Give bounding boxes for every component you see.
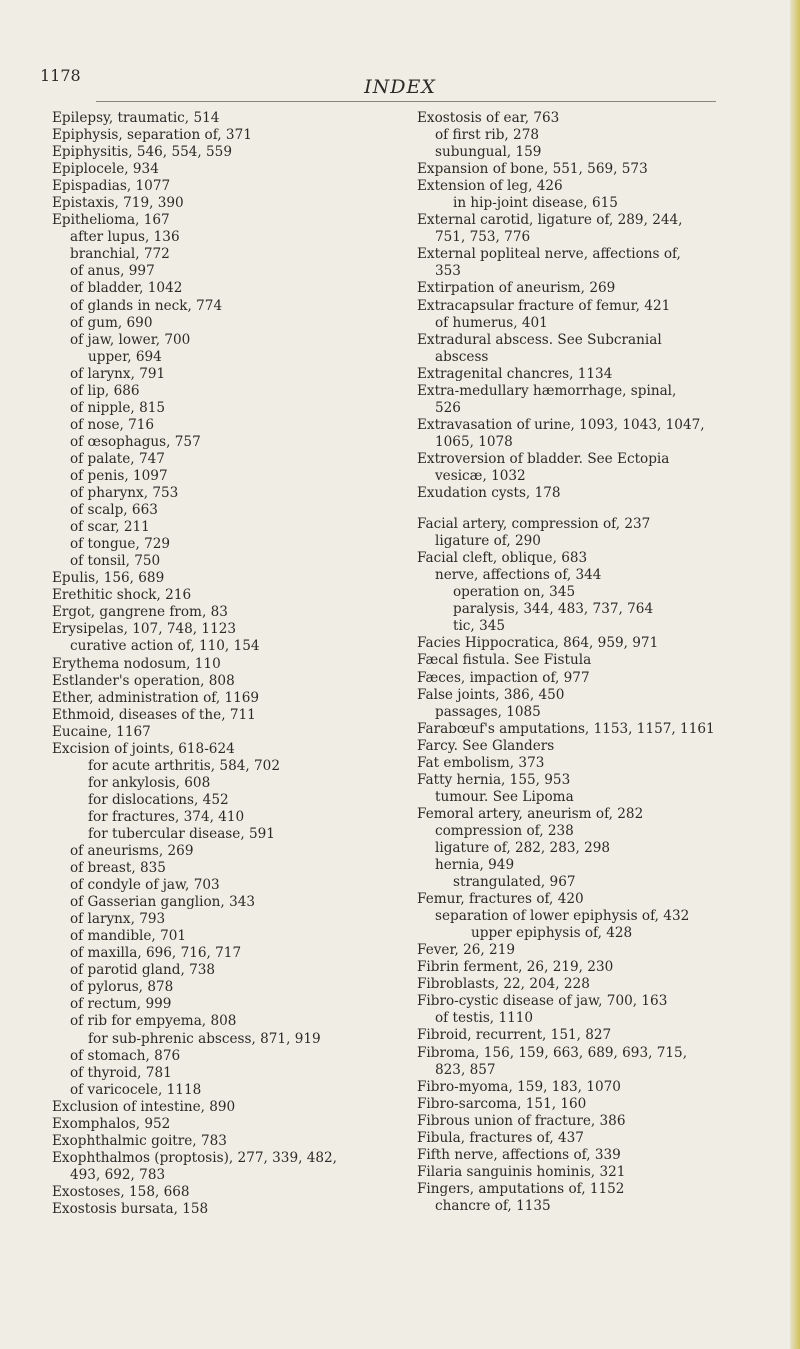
index-subentry: of testis, 1110 (435, 1010, 534, 1027)
index-subentry: passages, 1085 (435, 703, 541, 720)
index-entry: Fibro-sarcoma, 151, 160 (417, 1095, 587, 1112)
index-entry: Epiphysitis, 546, 554, 559 (52, 144, 232, 161)
index-subentry: after lupus, 136 (70, 229, 180, 246)
index-subentry: hernia, 949 (435, 857, 515, 874)
index-subentry: of jaw, lower, 700 (70, 331, 191, 348)
index-entry: Excision of joints, 618-624 (52, 740, 235, 757)
index-entry: Expansion of bone, 551, 569, 573 (417, 161, 648, 178)
index-subentry: separation of lower epiphysis of, 432 (435, 908, 690, 925)
index-subentry: of scar, 211 (70, 519, 150, 536)
index-subentry: for tubercular disease, 591 (88, 825, 275, 842)
index-subentry: of aneurisms, 269 (70, 843, 194, 860)
index-entry: Exclusion of intestine, 890 (52, 1098, 236, 1115)
index-subentry: of stomach, 876 (70, 1047, 181, 1064)
index-entry: Exostoses, 158, 668 (52, 1183, 190, 1200)
index-subentry: of pharynx, 753 (70, 485, 179, 502)
index-entry: Exostosis of ear, 763 (417, 110, 560, 126)
index-entry: Fibroblasts, 22, 204, 228 (417, 976, 590, 993)
section-gap (417, 502, 787, 516)
index-entry: False joints, 386, 450 (417, 686, 565, 703)
index-subentry: of scalp, 663 (70, 502, 158, 519)
index-entry: Extroversion of bladder. See Ectopia (417, 450, 670, 467)
index-subentry: of maxilla, 696, 716, 717 (70, 945, 242, 962)
index-subentry: of larynx, 791 (70, 365, 166, 382)
index-subentry: of pylorus, 878 (70, 979, 174, 996)
index-entry: Extracapsular fracture of femur, 421 (417, 297, 671, 314)
index-entry: Ergot, gangrene from, 83 (52, 604, 228, 621)
index-column-right (417, 110, 787, 1215)
index-entry: Ethmoid, diseases of the, 711 (52, 706, 256, 723)
index-entry: Fatty hernia, 155, 953 (417, 771, 571, 788)
index-entry: Farabœuf's amputations, 1153, 1157, 1161 (417, 720, 715, 737)
index-subentry: branchial, 772 (70, 246, 170, 263)
index-entry: Eucaine, 1167 (52, 723, 151, 740)
page-edge (790, 0, 800, 1349)
index-entry: External carotid, ligature of, 289, 244, (417, 212, 683, 229)
index-entry: Farcy. See Glanders (417, 737, 555, 754)
index-subentry: for sub-phrenic abscess, 871, 919 (88, 1030, 321, 1047)
index-entry: Estlander's operation, 808 (52, 672, 235, 689)
index-subentry: ligature of, 282, 283, 298 (435, 839, 611, 856)
index-entry: Fæces, impaction of, 977 (417, 669, 590, 686)
index-subentry: of first rib, 278 (435, 127, 539, 144)
index-entry: Erethitic shock, 216 (52, 587, 192, 604)
index-subentry: of parotid gland, 738 (70, 962, 216, 979)
index-entry: Facies Hippocratica, 864, 959, 971 (417, 635, 659, 652)
index-subentry: of tongue, 729 (70, 536, 171, 553)
index-subentry: 493, 692, 783 (70, 1166, 166, 1183)
index-entry: Fibro-cystic disease of jaw, 700, 163 (417, 993, 668, 1010)
index-subentry: of condyle of jaw, 703 (70, 877, 220, 894)
index-entry: Fifth nerve, affections of, 339 (417, 1146, 621, 1163)
index-subentry: chancre of, 1135 (435, 1197, 551, 1214)
index-subentry: of bladder, 1042 (70, 280, 183, 297)
index-entry: Extra-medullary hæmorrhage, spinal, (417, 382, 677, 399)
index-subentry: of mandible, 701 (70, 928, 187, 945)
index-column-left (52, 110, 402, 1218)
index-subentry: 751, 753, 776 (435, 229, 531, 246)
index-subentry: tumour. See Lipoma (435, 788, 574, 805)
running-head-title: INDEX (364, 76, 436, 98)
index-subentry: curative action of, 110, 154 (70, 638, 260, 655)
index-entry: Epispadias, 1077 (52, 178, 171, 195)
index-entry: Epilepsy, traumatic, 514 (52, 110, 220, 126)
index-subentry: for acute arthritis, 584, 702 (88, 757, 280, 774)
index-entry: Fingers, amputations of, 1152 (417, 1180, 625, 1197)
header-rule (96, 101, 716, 102)
index-subentry: of varicocele, 1118 (70, 1081, 202, 1098)
index-entry: Fibrous union of fracture, 386 (417, 1112, 626, 1129)
index-subentry: of palate, 747 (70, 450, 165, 467)
index-subentry: nerve, affections of, 344 (435, 567, 602, 584)
index-entry: Extragenital chancres, 1134 (417, 365, 613, 382)
index-entry: Erythema nodosum, 110 (52, 655, 221, 672)
index-entry: Extradural abscess. See Subcranial (417, 331, 662, 348)
index-subentry: of penis, 1097 (70, 467, 168, 484)
index-entry: Epithelioma, 167 (52, 212, 170, 229)
index-entry: Exophthalmos (proptosis), 277, 339, 482, (52, 1149, 337, 1166)
index-entry: Femoral artery, aneurism of, 282 (417, 805, 644, 822)
index-entry: Extirpation of aneurism, 269 (417, 280, 616, 297)
index-subentry: compression of, 238 (435, 822, 574, 839)
index-subentry: operation on, 345 (453, 584, 576, 601)
index-entry: Fever, 26, 219 (417, 942, 515, 959)
index-subentry: strangulated, 967 (453, 874, 576, 891)
index-subentry: tic, 345 (453, 618, 506, 635)
index-entry: Epiplocele, 934 (52, 161, 159, 178)
index-entry: Exostosis bursata, 158 (52, 1201, 209, 1217)
index-subentry: paralysis, 344, 483, 737, 764 (453, 601, 654, 618)
index-entry: Exophthalmic goitre, 783 (52, 1132, 227, 1149)
index-entry: Epistaxis, 719, 390 (52, 195, 184, 212)
index-entry: Facial artery, compression of, 237 (417, 516, 651, 533)
index-subentry: 526 (435, 399, 461, 416)
index-subentry: 823, 857 (435, 1061, 496, 1078)
index-subentry: of larynx, 793 (70, 911, 166, 928)
index-subentry: of œsophagus, 757 (70, 433, 201, 450)
index-entry: Fibroid, recurrent, 151, 827 (417, 1027, 612, 1044)
index-entry: Fibro-myoma, 159, 183, 1070 (417, 1078, 621, 1095)
index-entry: Fibroma, 156, 159, 663, 689, 693, 715, (417, 1044, 688, 1061)
index-subentry: upper, 694 (88, 348, 162, 365)
index-entry: Facial cleft, oblique, 683 (417, 550, 588, 567)
index-subentry: 1065, 1078 (435, 433, 513, 450)
index-subentry: subungual, 159 (435, 144, 542, 161)
index-entry: Exomphalos, 952 (52, 1115, 171, 1132)
page-number: 1178 (40, 66, 81, 85)
index-entry: Femur, fractures of, 420 (417, 891, 584, 908)
index-subentry: for dislocations, 452 (88, 791, 229, 808)
index-entry: Fibrin ferment, 26, 219, 230 (417, 959, 614, 976)
index-subentry: of humerus, 401 (435, 314, 548, 331)
index-subentry: of nipple, 815 (70, 399, 166, 416)
index-subentry: upper epiphysis of, 428 (471, 925, 633, 942)
index-subentry: of anus, 997 (70, 263, 155, 280)
index-subentry: abscess (435, 348, 489, 365)
index-subentry: of tonsil, 750 (70, 553, 161, 570)
index-entry: Epulis, 156, 689 (52, 570, 165, 587)
index-entry: Erysipelas, 107, 748, 1123 (52, 621, 237, 638)
index-entry: Epiphysis, separation of, 371 (52, 127, 252, 144)
index-entry: Fat embolism, 373 (417, 754, 545, 771)
index-subentry: of breast, 835 (70, 860, 166, 877)
index-entry: Fibula, fractures of, 437 (417, 1129, 584, 1146)
index-entry: Exudation cysts, 178 (417, 485, 561, 502)
index-subentry: of Gasserian ganglion, 343 (70, 894, 256, 911)
index-entry: Fæcal fistula. See Fistula (417, 652, 592, 669)
index-subentry: for ankylosis, 608 (88, 774, 211, 791)
index-subentry: of glands in neck, 774 (70, 297, 223, 314)
index-entry: Filaria sanguinis hominis, 321 (417, 1163, 626, 1180)
index-subentry: of rectum, 999 (70, 996, 172, 1013)
index-entry: Extension of leg, 426 (417, 178, 563, 195)
index-subentry: in hip-joint disease, 615 (453, 195, 618, 212)
index-subentry: vesicæ, 1032 (435, 467, 526, 484)
index-subentry: 353 (435, 263, 461, 280)
index-subentry: of thyroid, 781 (70, 1064, 172, 1081)
index-entry: Ether, administration of, 1169 (52, 689, 260, 706)
index-entry: Extravasation of urine, 1093, 1043, 1047, (417, 416, 705, 433)
index-subentry: of lip, 686 (70, 382, 140, 399)
index-subentry: of rib for empyema, 808 (70, 1013, 237, 1030)
index-subentry: of nose, 716 (70, 416, 155, 433)
index-subentry: of gum, 690 (70, 314, 153, 331)
index-subentry: ligature of, 290 (435, 533, 541, 550)
index-subentry: for fractures, 374, 410 (88, 808, 245, 825)
index-entry: External popliteal nerve, affections of, (417, 246, 681, 263)
